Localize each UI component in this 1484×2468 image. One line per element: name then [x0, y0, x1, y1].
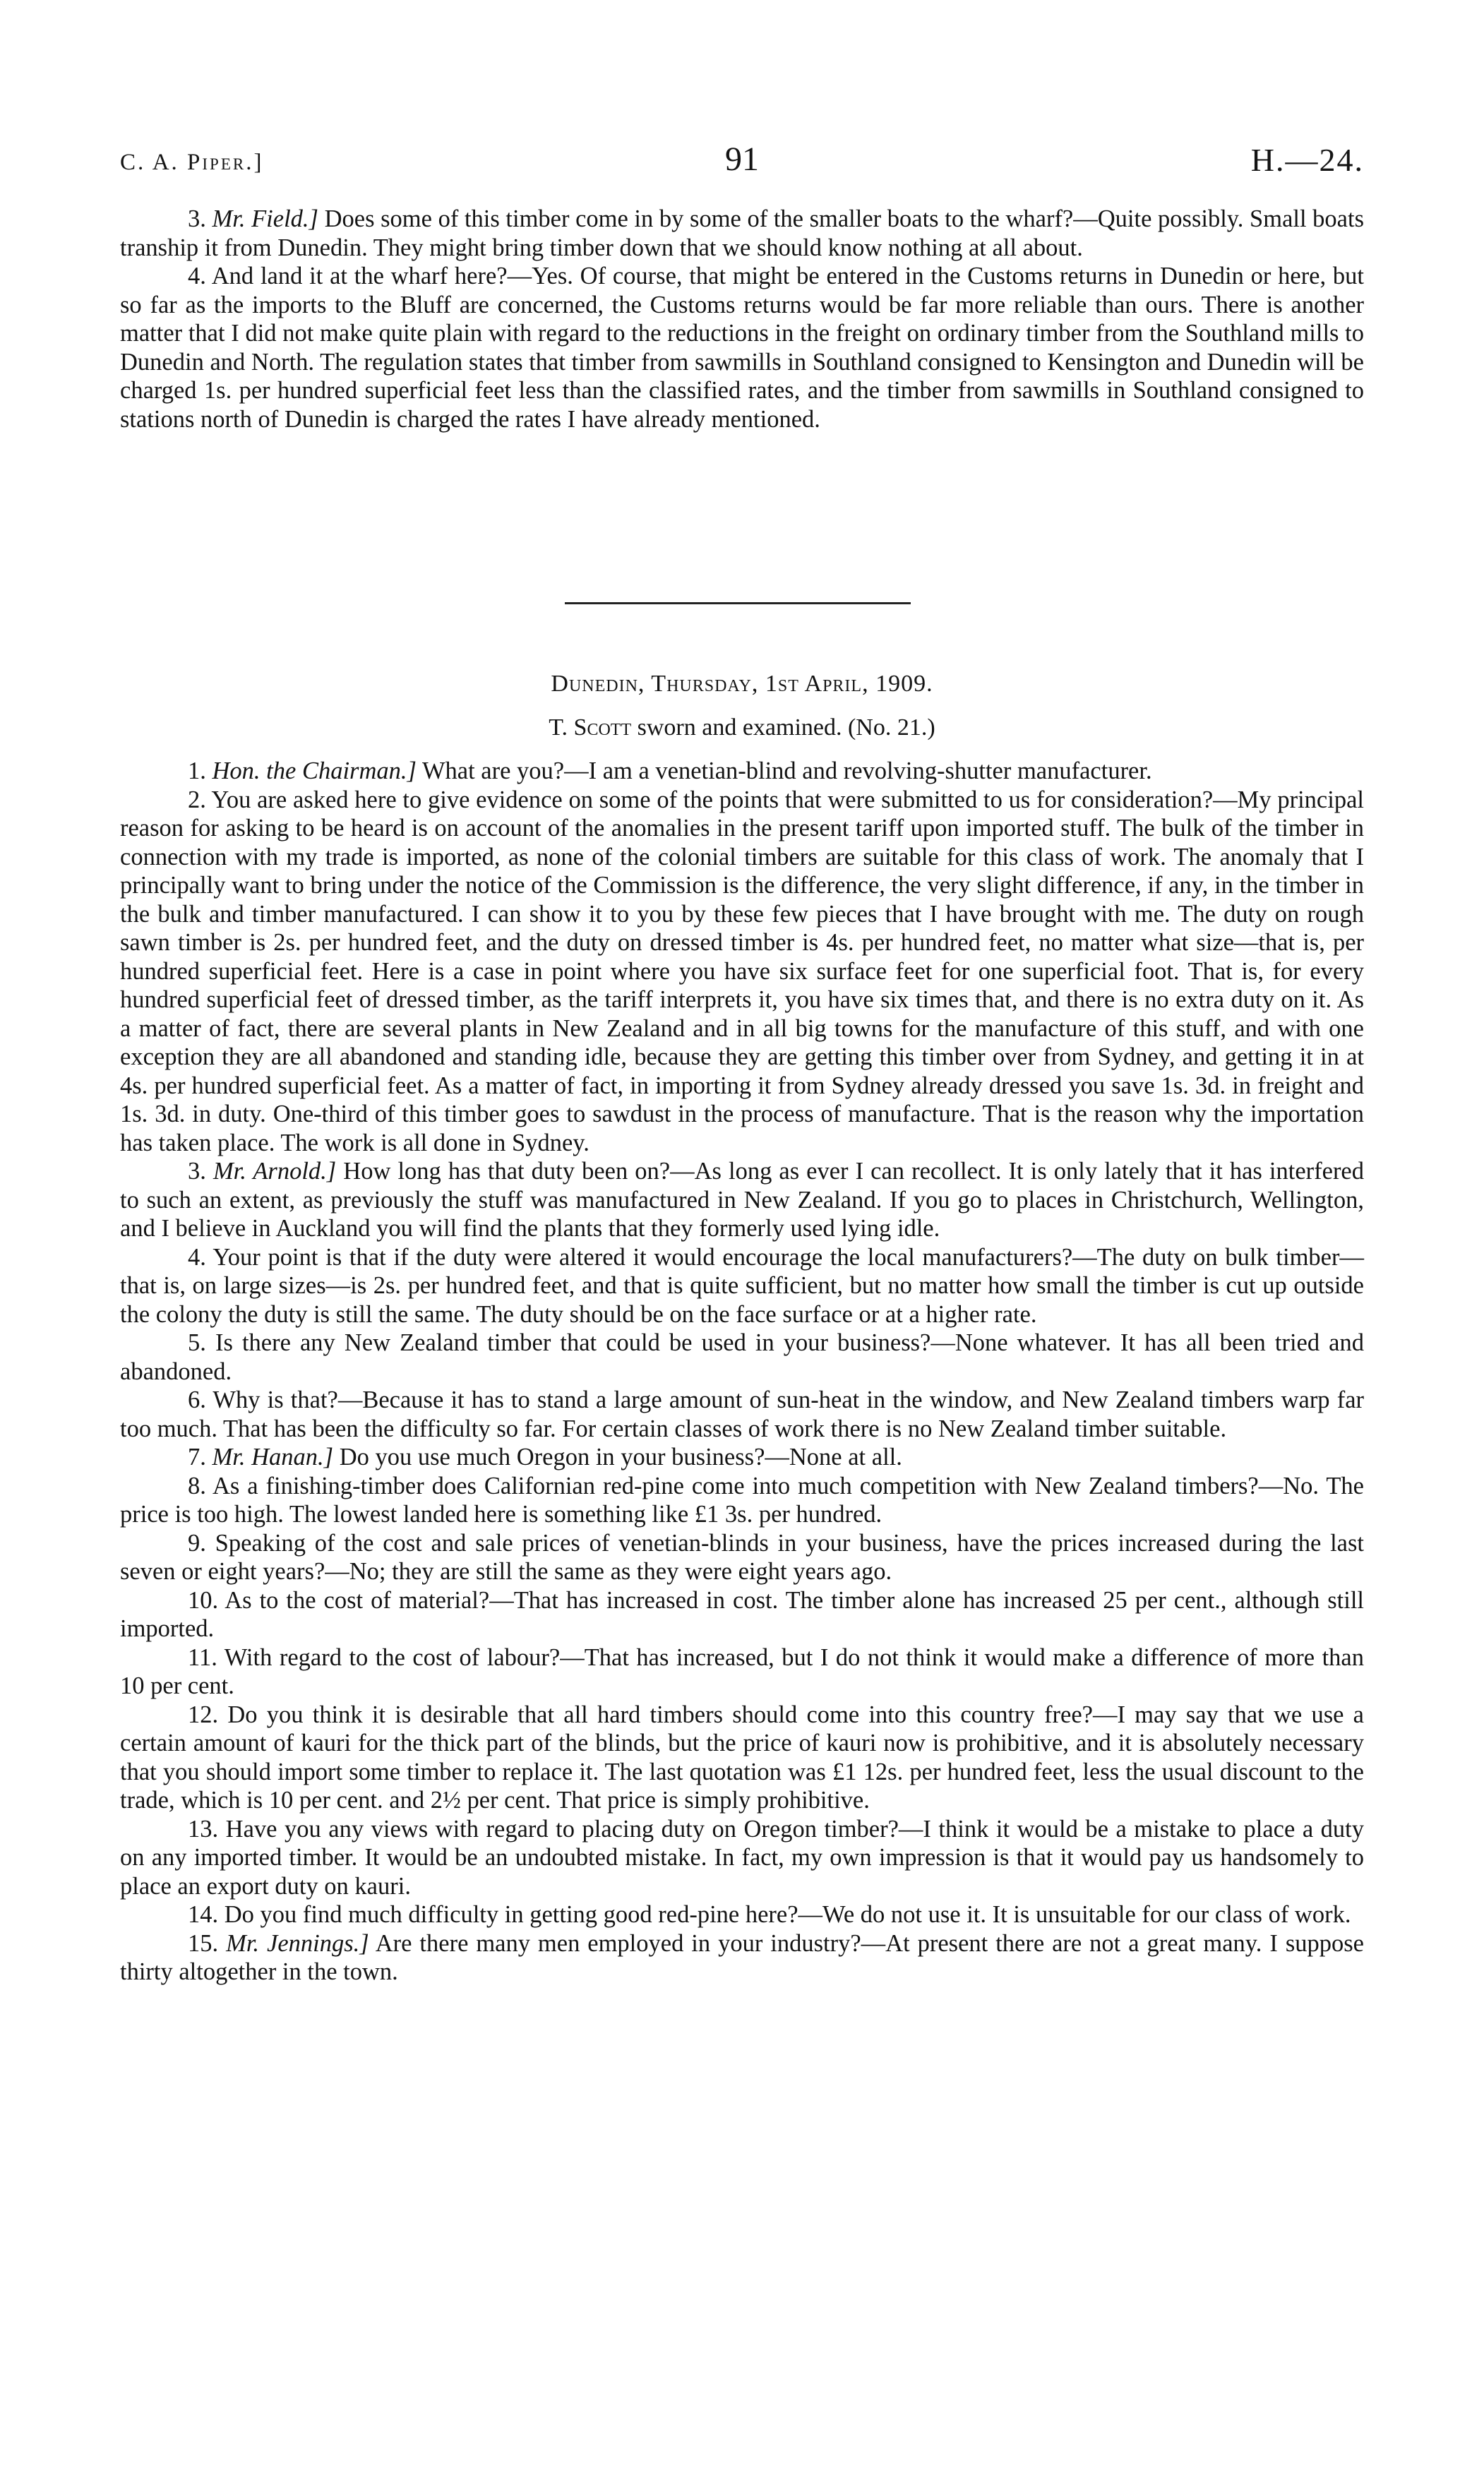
question-number: 9.: [188, 1529, 206, 1557]
question-number: 2.: [188, 786, 206, 813]
paragraph-text: You are asked here to give evidence on some of the points that were submitted to us for consideration?—My principal reason for asking to be heard is on account of the anomalies in the present tariff upon imported stuff. The bulk of the timber in connection with my trade is imported, as none of the colonial timbers are suitable for this class of work. The anomaly that I principally want to bring under the notice of the Commission is the difference, the very slight difference, if any, in the timber in the bulk and timber manufactured. I can show it to you by these few pieces that I have brought with me. The duty on rough sawn timber is 2s. per hundred feet, and the duty on dressed timber is 4s. per hundred feet, no matter what size—that is, per hundred superficial feet. Here is a case in point where you have six surface feet for one superficial foot. That is, for every hundred superficial feet of dressed timber, as the tariff interprets it, you have six times that, and there is no extra duty on it. As a matter of fact, there are several plants in New Zealand and in all big towns for the manufacture of this stuff, and with one exception they are all abandoned and standing idle, because they are getting this timber over from Sydney, and getting it in at 4s. per hundred superficial feet. As a matter of fact, in importing it from Sydney already dressed you save 1s. 3d. in freight and 1s. 3d. in duty. One-third of this timber goes to sawdust in the process of manufacture. That is the reason why the importation has taken place. The work is all done in Sydney.: [120, 786, 1364, 1156]
question-paragraph: [120, 1472, 1364, 1529]
question-paragraph: [120, 1243, 1364, 1329]
evidence-body: [120, 757, 1364, 1987]
question-paragraph: [120, 1701, 1364, 1815]
question-number: 3.: [188, 1158, 206, 1185]
paragraph-text: Does some of this timber come in by some of the smaller boats to the wharf?—Quite possibly. Small boats tranship it from Dunedin. They might bring timber down that we should know nothing at all about.: [120, 205, 1365, 261]
witness-heading: [0, 714, 1484, 741]
section-divider: [565, 602, 911, 604]
paragraph-text: Are there many men employed in your industry?—At present there are not a great many. I suppose thirty altogether in the town.: [120, 1929, 1364, 1985]
paragraph-text: Do you find much difficulty in getting good red-pine here?—We do not use it. It is unsuitable for our class of work.: [224, 1901, 1351, 1928]
question-number: 15.: [188, 1929, 219, 1957]
question-number: 5.: [188, 1329, 206, 1356]
question-number: 13.: [188, 1815, 219, 1843]
paragraph-text: Do you use much Oregon in your business?—None at all.: [333, 1444, 902, 1470]
speaker: Hon. the Chairman.]: [212, 757, 417, 784]
speaker: Mr. Hanan.]: [212, 1444, 334, 1470]
question-number: 4.: [188, 1243, 206, 1271]
paragraph-text: Your point is that if the duty were altered it would encourage the local manufacturers?—The duty on bulk timber—that is, on large sizes—is 2s. per hundred feet, and that is quite sufficient, but no matter how small the timber is cut up outside the colony the duty is still the same. The duty should be on the face surface or at a higher rate.: [120, 1243, 1364, 1328]
speaker: Mr. Field.]: [212, 205, 318, 232]
question-paragraph: [120, 1900, 1364, 1929]
question-number: 3.: [188, 205, 206, 232]
question-paragraph: [120, 1586, 1364, 1643]
question-number: 10.: [188, 1586, 219, 1614]
question-number: 1.: [188, 757, 206, 784]
paragraph-text: What are you?—I am a venetian-blind and revolving-shutter manufacturer.: [416, 757, 1152, 784]
speaker: Mr. Jennings.]: [226, 1929, 369, 1957]
question-paragraph: [120, 1529, 1364, 1586]
question-paragraph: [120, 1643, 1364, 1701]
question-paragraph: [120, 757, 1364, 786]
paragraph-text: Speaking of the cost and sale prices of venetian-blinds in your business, have the prices increased during the last seven or eight years?—No; they are still the same as they were eight years ago.: [120, 1529, 1365, 1585]
witness-header: C. A. Piper.]: [120, 150, 264, 175]
page-number: 91: [725, 140, 759, 178]
paragraph-text: As a finishing-timber does Californian red-pine come into much competition with New Zealand timbers?—No. The price is too high. The lowest landed here is something like £1 3s. per hundred.: [120, 1472, 1364, 1528]
paper-reference: H.—24.: [1250, 142, 1364, 178]
previous-evidence: [120, 205, 1364, 433]
paragraph-text: Do you think it is desirable that all hard timbers should come into this country free?—I may say that we use a certain amount of kauri for the thick part of the blinds, but the price of kauri now is prohibitive, and it is absolutely necessary that you should import some timber to replace it. The last quotation was £1 12s. per hundred feet, less the usual discount to the trade, which is 10 per cent. and 2½ per cent. That price is simply prohibitive.: [120, 1701, 1364, 1814]
paragraph-text: Why is that?—Because it has to stand a large amount of sun-heat in the window, and New Zealand timbers warp far too much. That has been the difficulty so far. For certain classes of work there is no New Zealand timber suitable.: [120, 1386, 1364, 1442]
page-header: [120, 140, 1364, 189]
question-paragraph: [120, 1815, 1364, 1901]
question-paragraph: [120, 262, 1364, 433]
witness-name: T. Scott: [549, 714, 632, 741]
place-date-heading: Dunedin, Thursday, 1st April, 1909.: [551, 671, 933, 697]
question-paragraph: [120, 786, 1364, 1158]
speaker: Mr. Arnold.]: [213, 1158, 337, 1185]
question-paragraph: [120, 1157, 1364, 1243]
paragraph-text: With regard to the cost of labour?—That has increased, but I do not think it would make a difference of more than 10 per cent.: [120, 1643, 1364, 1699]
question-paragraph: [120, 1929, 1364, 1987]
paragraph-text: Have you any views with regard to placing duty on Oregon timber?—I think it would be a mistake to place a duty on any imported timber. It would be an undoubted mistake. In fact, my own impression is that it would pay us handsomely to place an export duty on kauri.: [120, 1815, 1365, 1900]
paragraph-text: Is there any New Zealand timber that could be used in your business?—None whatever. It has all been tried and abandoned.: [120, 1329, 1364, 1385]
paragraph-text: How long has that duty been on?—As long as ever I can recollect. It is only lately that it has interfered to such an extent, as previously the stuff was manufactured in New Zealand. If you go to places in Christchurch, Wellington, and I believe in Auckland you will find the plants that they formerly used lying idle.: [120, 1158, 1364, 1242]
question-paragraph: [120, 1386, 1364, 1443]
question-paragraph: [120, 1329, 1364, 1386]
paragraph-text: And land it at the wharf here?—Yes. Of course, that might be entered in the Customs returns in Dunedin or here, but so far as the imports to the Bluff are concerned, the Customs returns would be far more reliable than ours. There is another matter that I did not make quite plain with regard to the reductions in the freight on ordinary timber from the Southland mills to Dunedin and North. The regulation states that timber from sawmills in Southland consigned to Kensington and Dunedin will be charged 1s. per hundred superficial feet less than the classified rates, and the timber from sawmills in Southland consigned to stations north of Dunedin is charged the rates I have already mentioned.: [120, 263, 1364, 433]
question-number: 14.: [188, 1901, 219, 1928]
question-number: 6.: [188, 1386, 206, 1413]
question-number: 8.: [188, 1472, 206, 1499]
question-paragraph: [120, 205, 1364, 262]
paragraph-text: As to the cost of material?—That has increased in cost. The timber alone has increased 25 per cent., although still imported.: [120, 1586, 1364, 1642]
question-number: 11.: [188, 1643, 217, 1671]
sworn-text: sworn and examined. (No. 21.): [631, 714, 935, 741]
question-number: 7.: [188, 1444, 206, 1470]
question-number: 4.: [188, 263, 206, 289]
question-number: 12.: [188, 1701, 219, 1728]
question-paragraph: [120, 1443, 1364, 1472]
